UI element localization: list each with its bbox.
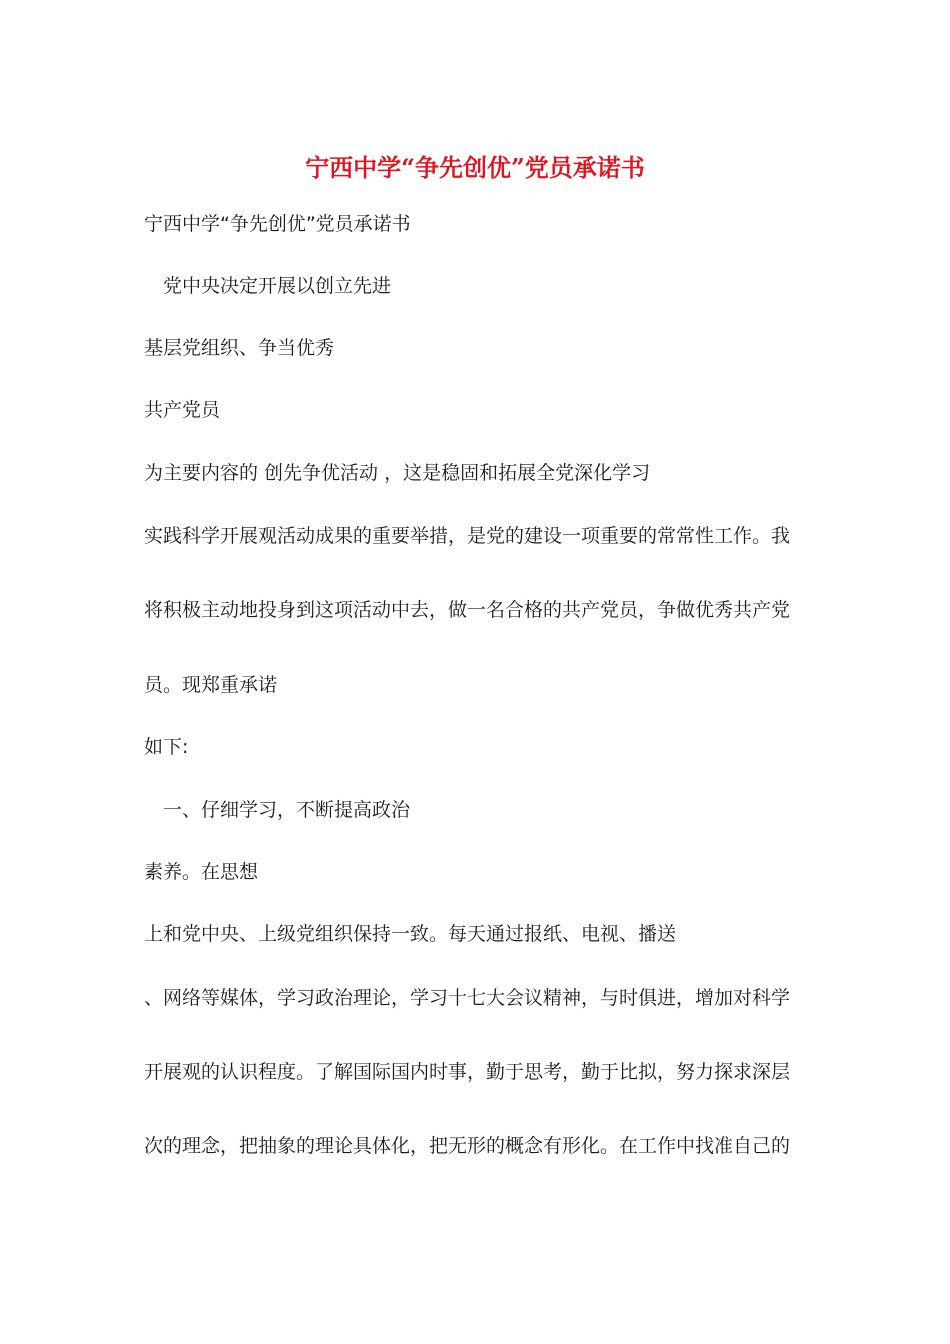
body-line: 、网络等媒体，学习政治理论，学习十七大会议精神，与时俱进，增加对科学 (144, 987, 791, 1009)
body-line: 实践科学开展观活动成果的重要举措，是党的建设一项重要的常常性工作。我 (144, 525, 791, 547)
body-line: 如下: (144, 736, 189, 758)
body-line: 基层党组织、争当优秀 (144, 337, 335, 359)
body-line: 开展观的认识程度。了解国际国内时事，勤于思考，勤于比拟，努力探求深层 (144, 1061, 791, 1083)
body-line: 一、仔细学习，不断提高政治 (144, 799, 411, 821)
body-line: 将积极主动地投身到这项活动中去，做一名合格的共产党员，争做优秀共产党 (144, 599, 791, 621)
body-line: 宁西中学“争先创优”党员承诺书 (144, 213, 411, 235)
body-line: 素养。在思想 (144, 861, 259, 883)
document-title: 宁西中学“争先创优”党员承诺书 (305, 153, 645, 182)
body-line: 党中央决定开展以创立先进 (144, 275, 392, 297)
body-line: 员。现郑重承诺 (144, 674, 278, 696)
body-line: 上和党中央、上级党组织保持一致。每天通过报纸、电视、播送 (144, 923, 677, 945)
body-line: 为主要内容的 创先争优活动 ，这是稳固和拓展全党深化学习 (144, 462, 651, 484)
body-line: 共产党员 (144, 399, 221, 421)
body-line: 次的理念，把抽象的理论具体化，把无形的概念有形化。在工作中找准自己的 (144, 1135, 791, 1157)
